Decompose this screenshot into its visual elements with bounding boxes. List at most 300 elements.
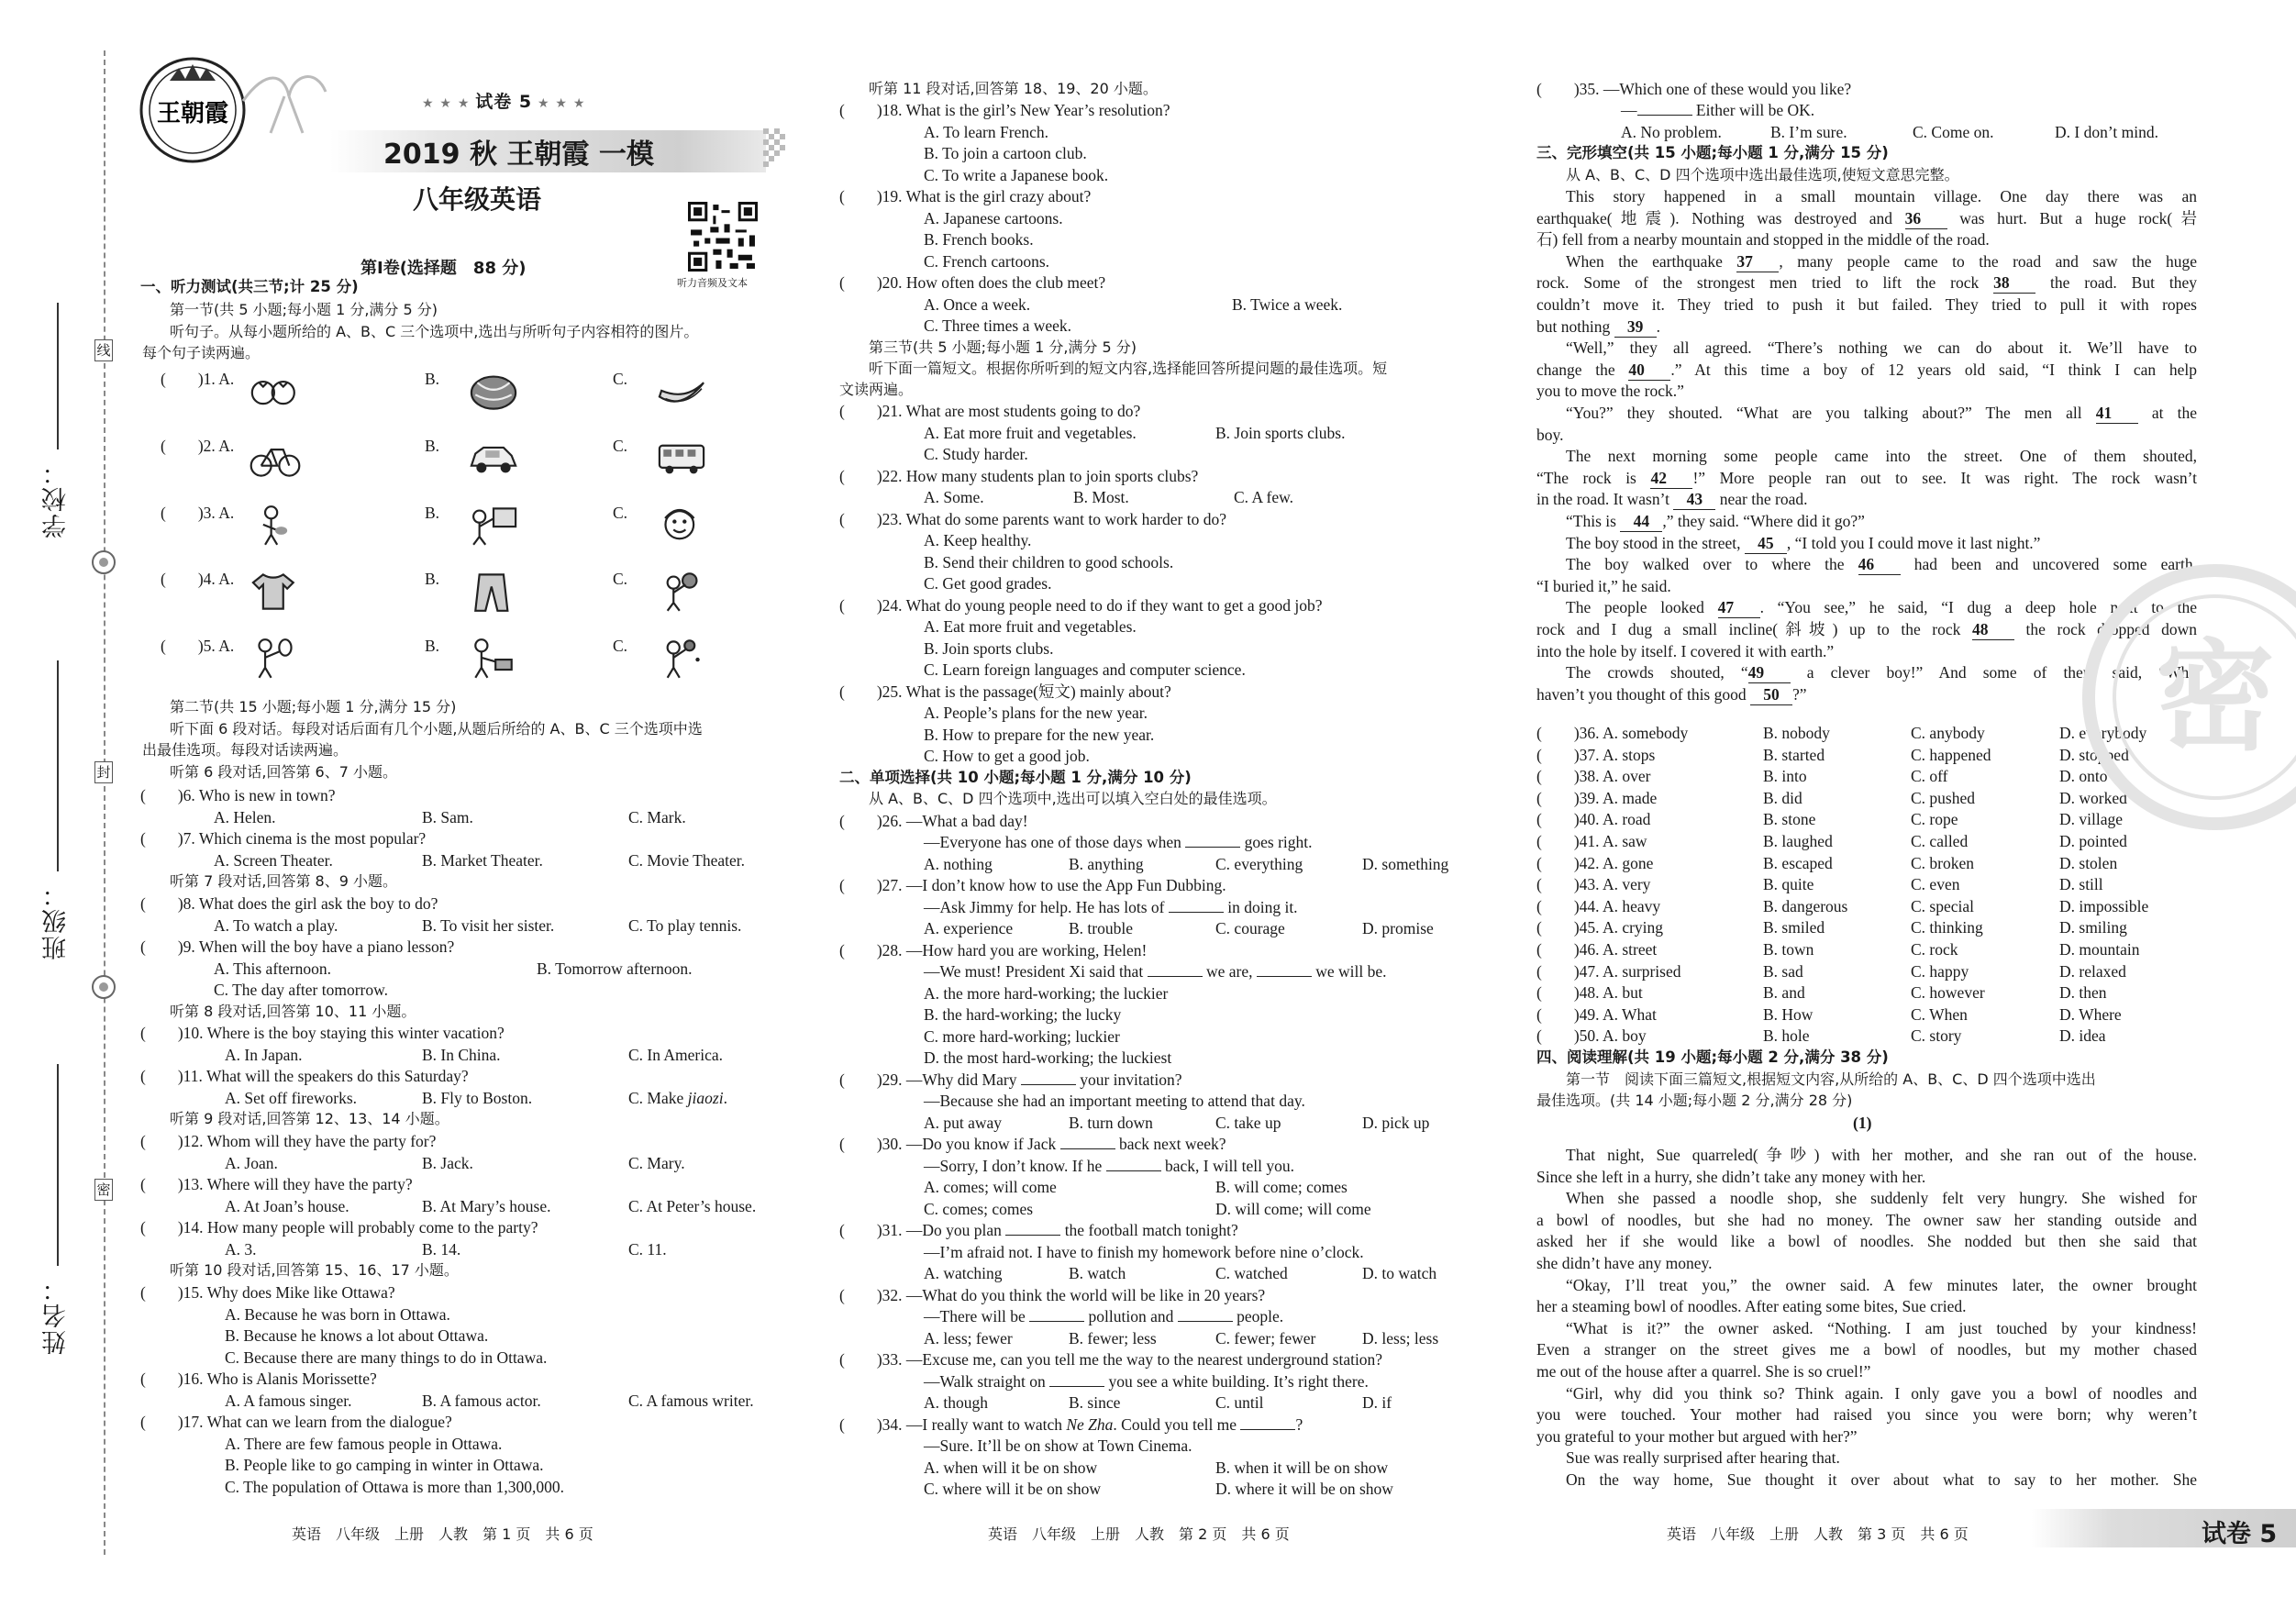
cloze-blank[interactable]: 44 xyxy=(1620,511,1662,532)
question-33-line2: —Walk straight on you see a white building. It’s right there. xyxy=(924,1372,1369,1391)
option-label: C. xyxy=(613,637,628,655)
seal-word-mi: 密 xyxy=(94,1179,113,1201)
option[interactable]: B. To visit her sister. xyxy=(422,916,555,935)
banana-icon[interactable] xyxy=(654,371,709,413)
ping-pong-icon[interactable] xyxy=(654,638,709,680)
reading-instruction: 最佳选项。(共 14 小题;每小题 2 分,满分 28 分) xyxy=(1536,1092,1853,1109)
option[interactable]: A. No problem. xyxy=(1621,123,1722,141)
option[interactable]: B. People like to go camping in winter in Ottawa. xyxy=(225,1456,544,1474)
option[interactable]: C. In America. xyxy=(628,1046,724,1064)
girl-face-icon[interactable] xyxy=(654,505,709,547)
option[interactable]: B. At Mary’s house. xyxy=(422,1197,551,1215)
cloze-line: When the earthquake 37 , many people came to the road and saw the huge xyxy=(1566,251,2197,271)
cloze-blank[interactable]: 48 xyxy=(1972,619,2014,640)
qr-code-icon[interactable] xyxy=(688,202,758,272)
option[interactable]: B. watch xyxy=(1069,1264,1126,1282)
question-6: ( )6. Who is new in town? xyxy=(140,786,336,804)
option[interactable]: C. more hard-working; luckier xyxy=(924,1027,1120,1046)
option[interactable]: D. promise xyxy=(1362,919,1434,937)
option[interactable]: B. French books. xyxy=(924,230,1034,249)
option[interactable]: B. stone xyxy=(1763,810,1816,829)
question-30: ( )30. —Do you know if Jack back next week? xyxy=(839,1135,1226,1153)
trousers-icon[interactable] xyxy=(466,571,521,613)
cloze-line: The boy stood in the street, 45 , “I told you I could move it last night.” xyxy=(1566,533,2041,552)
cloze-blank[interactable]: 37 xyxy=(1736,251,1779,272)
option[interactable]: C. happened xyxy=(1911,745,1991,764)
question-number: ( )1. A. xyxy=(161,370,235,388)
option[interactable]: B. will come; comes xyxy=(1215,1178,1348,1196)
cloze-question[interactable]: ( )40. A. road xyxy=(1536,810,1651,829)
option[interactable]: C. watched xyxy=(1215,1264,1288,1282)
option[interactable]: D. idea xyxy=(2059,1026,2106,1046)
cloze-line: couldn’t move it. They tried to push it but failed. They tried to pull it with ropes xyxy=(1536,295,2197,314)
option[interactable]: D. stolen xyxy=(2059,853,2118,872)
cloze-instruction: 从 A、B、C、D 四个选项中选出最佳选项,使短文意思完整。 xyxy=(1566,166,1959,183)
name-underline[interactable] xyxy=(57,1064,59,1266)
cloze-question[interactable]: ( )48. A. but xyxy=(1536,983,1643,1003)
option-label: C. xyxy=(613,370,628,388)
question-28: ( )28. —How hard you are working, Helen! xyxy=(839,941,1148,959)
choice-instruction: 从 A、B、C、D 四个选项中,选出可以填入空白处的最佳选项。 xyxy=(869,790,1277,807)
option[interactable]: C. Get good grades. xyxy=(924,574,1052,593)
option[interactable]: C. Mary. xyxy=(628,1154,685,1172)
dialogue-note: 听第 7 段对话,回答第 8、9 小题。 xyxy=(170,872,397,890)
guitar-girl-icon[interactable] xyxy=(248,505,303,547)
car-icon[interactable] xyxy=(466,438,521,480)
option[interactable]: B. Because he knows a lot about Ottawa. xyxy=(225,1326,489,1345)
option[interactable]: A. Screen Theater. xyxy=(214,851,333,870)
question-29-line2: —Because she had an important meeting to attend that day. xyxy=(924,1092,1305,1110)
section-cloze-title: 三、完形填空(共 15 小题;每小题 1 分,满分 15 分) xyxy=(1536,144,1889,161)
page-footer: 英语 八年级 上册 人教 第 2 页 共 6 页 xyxy=(988,1525,1290,1543)
option[interactable]: B. the hard-working; the lucky xyxy=(924,1005,1122,1024)
reading-line: me out of the house after a quarrel. She is so cruel!” xyxy=(1536,1362,1871,1381)
option[interactable]: D. will come; will come xyxy=(1215,1200,1371,1218)
cloze-line: boy. xyxy=(1536,425,1564,444)
reading-line: you grateful to your mother but argued with her?” xyxy=(1536,1426,1858,1446)
option[interactable]: C. A famous writer. xyxy=(628,1392,754,1410)
bus-icon[interactable] xyxy=(654,438,709,480)
option[interactable]: B. 14. xyxy=(422,1240,461,1259)
name-label: 姓名： xyxy=(42,1275,71,1355)
class-underline[interactable] xyxy=(57,660,59,871)
cloze-line: change the 40 .” At this time a boy of 12 years old said, “I think I can help xyxy=(1536,360,2197,379)
option[interactable]: C. Because there are many things to do in Ottawa. xyxy=(225,1348,548,1367)
option[interactable]: A. less; fewer xyxy=(924,1329,1013,1347)
cloze-line: This story happened in a small mountain village. One day there was an xyxy=(1566,187,2197,205)
subject-title: 八年级英语 xyxy=(413,184,542,215)
option[interactable]: C. even xyxy=(1911,875,1960,894)
option[interactable]: D. I don’t mind. xyxy=(2055,123,2158,141)
question-number: ( )5. A. xyxy=(161,637,235,655)
wangzhaoxia-logo-icon xyxy=(138,55,248,165)
option[interactable]: B. did xyxy=(1763,788,1802,807)
cloze-blank[interactable]: 41 xyxy=(2096,403,2138,424)
option[interactable]: B. fewer; less xyxy=(1069,1329,1157,1347)
option[interactable]: C. How to get a good job. xyxy=(924,747,1090,765)
question-35-line2: — Either will be OK. xyxy=(1621,101,1815,119)
question-8: ( )8. What does the girl ask the boy to do? xyxy=(140,894,438,913)
option[interactable]: A. This afternoon. xyxy=(214,959,331,978)
option[interactable]: B. nobody xyxy=(1763,724,1830,742)
option[interactable]: B. Fly to Boston. xyxy=(422,1089,533,1107)
section-listening-title: 一、听力测试(共三节;计 25 分) xyxy=(140,278,359,295)
option[interactable]: D. still xyxy=(2059,875,2103,894)
reading-line: “Okay, I’ll treat you,” the owner said. A few minutes later, the owner brought xyxy=(1566,1275,2197,1294)
option[interactable]: B. escaped xyxy=(1763,853,1833,872)
option[interactable]: A. Joan. xyxy=(225,1154,278,1172)
listening-part2-instruction: 出最佳选项。每段对话读两遍。 xyxy=(142,741,349,759)
option[interactable]: D. less; less xyxy=(1362,1329,1439,1347)
option[interactable]: D. the most hard-working; the luckiest xyxy=(924,1048,1172,1067)
dialogue-note: 听第 6 段对话,回答第 6、7 小题。 xyxy=(170,763,397,781)
dialogue-note: 听第 8 段对话,回答第 10、11 小题。 xyxy=(170,1003,416,1020)
question-34: ( )34. —I really want to watch Ne Zha. Could you tell me ? xyxy=(839,1415,1303,1434)
cloze-line: earthquake(地震). Nothing was destroyed and 36 was hurt. But a huge rock(岩 xyxy=(1536,208,2197,227)
cloze-question[interactable]: ( )46. A. street xyxy=(1536,940,1658,959)
option[interactable]: C. comes; comes xyxy=(924,1200,1034,1218)
checker-decoration-icon xyxy=(763,128,804,174)
option[interactable]: C. where will it be on show xyxy=(924,1480,1101,1498)
bicycle-icon[interactable] xyxy=(248,438,303,480)
option[interactable]: D. pick up xyxy=(1362,1114,1430,1132)
option[interactable]: D. pointed xyxy=(2059,832,2127,850)
reading-line: you were touched. Your mother had raised you since you were born; why weren’t xyxy=(1536,1405,2197,1425)
cloze-line: but nothing 39 . xyxy=(1536,316,1660,336)
option[interactable]: C. A few. xyxy=(1234,488,1293,506)
listening-part2-title: 第二节(共 15 小题;每小题 1 分,满分 15 分) xyxy=(170,698,457,715)
option[interactable]: B. town xyxy=(1763,940,1814,959)
option-label: C. xyxy=(613,437,628,455)
cloze-blank[interactable]: 49 xyxy=(1748,662,1791,683)
option[interactable]: D. if xyxy=(1362,1393,1392,1412)
option[interactable]: B. quite xyxy=(1763,875,1814,894)
cloze-question[interactable]: ( )37. A. stops xyxy=(1536,745,1656,764)
option[interactable]: C. everything xyxy=(1215,855,1303,873)
option-label: B. xyxy=(425,370,440,388)
cloze-line: “I buried it,” he said. xyxy=(1536,576,1671,595)
cloze-line: “Well,” they all agreed. “There’s nothing we can do about it. We’ll have to xyxy=(1566,338,2197,358)
question-26: ( )26. —What a bad day! xyxy=(839,812,1028,830)
option[interactable]: C. however xyxy=(1911,983,1985,1003)
cloze-blank[interactable]: 47 xyxy=(1718,597,1760,618)
cloze-blank[interactable]: 43 xyxy=(1673,489,1715,510)
svg-text:密: 密 xyxy=(2155,627,2276,767)
option[interactable]: A. 3. xyxy=(225,1240,257,1259)
cloze-question[interactable]: ( )50. A. boy xyxy=(1536,1026,1647,1046)
option[interactable]: C. Make jiaozi. xyxy=(628,1089,727,1107)
option[interactable]: D. village xyxy=(2059,810,2124,829)
reading-line: her a steaming bowl of noodles. After eating some bites, Sue cried. xyxy=(1536,1297,1967,1316)
option[interactable]: B. started xyxy=(1763,745,1825,764)
option[interactable]: B. and xyxy=(1763,983,1805,1003)
cloze-blank[interactable]: 40 xyxy=(1628,360,1670,381)
option[interactable]: D. impossible xyxy=(2059,896,2149,915)
option[interactable]: B. I’m sure. xyxy=(1770,123,1847,141)
cloze-question[interactable]: ( )45. A. crying xyxy=(1536,918,1664,937)
option[interactable]: A. when will it be on show xyxy=(924,1458,1098,1477)
option[interactable]: C. When xyxy=(1911,1004,1968,1024)
option[interactable]: A. experience xyxy=(924,919,1014,937)
cloze-question[interactable]: ( )44. A. heavy xyxy=(1536,896,1661,915)
question-34-line2: —Sure. It’ll be on show at Town Cinema. xyxy=(924,1436,1192,1455)
question-21: ( )21. What are most students going to do? xyxy=(839,402,1141,420)
question-number: ( )2. A. xyxy=(161,437,235,455)
option[interactable]: C. story xyxy=(1911,1026,1962,1046)
option-label: B. xyxy=(425,637,440,655)
cloze-question[interactable]: ( )43. A. very xyxy=(1536,875,1651,894)
option[interactable]: A. To watch a play. xyxy=(214,916,338,935)
option[interactable]: C. Come on. xyxy=(1913,123,1994,141)
listening-part3-title: 第三节(共 5 小题;每小题 1 分,满分 5 分) xyxy=(869,338,1137,356)
option[interactable]: C. courage xyxy=(1215,919,1285,937)
option[interactable]: B. How xyxy=(1763,1004,1814,1024)
cloze-line: rock. Some of the strongest men tried to lift the rock 38 the road. But they xyxy=(1536,273,2198,293)
option[interactable]: A. A famous singer. xyxy=(225,1392,352,1410)
option[interactable]: A. To learn French. xyxy=(924,123,1048,141)
option[interactable]: B. turn down xyxy=(1069,1114,1153,1132)
option[interactable]: C. Learn foreign languages and computer science. xyxy=(924,660,1246,679)
listening-part2-instruction: 听下面 6 段对话。每段对话后面有几个小题,从题后所给的 A、B、C 三个选项中选 xyxy=(170,720,703,738)
option-label: B. xyxy=(425,570,440,588)
option[interactable]: B. Jack. xyxy=(422,1154,473,1172)
option[interactable]: C. 11. xyxy=(628,1240,667,1259)
tennis-boy-icon[interactable] xyxy=(248,638,303,680)
section-choice-title: 二、单项选择(共 10 小题;每小题 1 分,满分 10 分) xyxy=(839,769,1192,786)
cloze-line: “You?” they shouted. “What are you talking about?” The men all 41 at the xyxy=(1566,404,2197,422)
option[interactable]: A. People’s plans for the new year. xyxy=(924,704,1148,722)
cloze-blank[interactable]: 36 xyxy=(1905,208,1947,229)
option[interactable]: B. Join sports clubs. xyxy=(1215,424,1346,442)
option[interactable]: A. In Japan. xyxy=(225,1046,303,1064)
cooking-icon[interactable] xyxy=(466,638,521,680)
option[interactable]: C. rock xyxy=(1911,940,1958,959)
option[interactable]: D. everybody xyxy=(2059,724,2147,742)
option[interactable]: B. smiled xyxy=(1763,918,1825,937)
option[interactable]: D. to watch xyxy=(1362,1264,1437,1282)
question-19: ( )19. What is the girl crazy about? xyxy=(839,187,1092,205)
question-10: ( )10. Where is the boy staying this winter vacation? xyxy=(140,1024,505,1042)
question-30-line2: —Sorry, I don’t know. If he back, I will tell you. xyxy=(924,1157,1294,1175)
option[interactable]: A. the more hard-working; the luckier xyxy=(924,984,1169,1003)
question-29: ( )29. —Why did Mary your invitation? xyxy=(839,1070,1182,1089)
option[interactable]: C. called xyxy=(1911,832,1969,850)
option[interactable]: C. off xyxy=(1911,767,1948,786)
cloze-blank[interactable]: 38 xyxy=(1993,272,2035,294)
option[interactable]: D. smiling xyxy=(2059,918,2127,937)
option-label: B. xyxy=(425,437,440,455)
option[interactable]: D. mountain xyxy=(2059,940,2140,959)
cloze-question[interactable]: ( )41. A. saw xyxy=(1536,832,1647,850)
option[interactable]: C. broken xyxy=(1911,853,1975,872)
option[interactable]: B. Tomorrow afternoon. xyxy=(537,959,693,978)
tshirt-icon[interactable] xyxy=(248,571,303,613)
option[interactable]: A. Once a week. xyxy=(924,295,1031,314)
option[interactable]: C. To play tennis. xyxy=(628,916,742,935)
option[interactable]: B. Twice a week. xyxy=(1232,295,1343,314)
option[interactable]: C. take up xyxy=(1215,1114,1281,1132)
question-24: ( )24. What do young people need to do if they want to get a good job? xyxy=(839,596,1323,615)
option[interactable]: A. At Joan’s house. xyxy=(225,1197,349,1215)
cloze-question[interactable]: ( )36. A. somebody xyxy=(1536,724,1689,742)
class-label: 班级： xyxy=(42,881,71,960)
question-27: ( )27. —I don’t know how to use the App Fun Dubbing. xyxy=(839,876,1226,894)
option[interactable]: A. There are few famous people in Ottawa. xyxy=(225,1435,503,1453)
tomatoes-icon[interactable] xyxy=(248,371,303,413)
question-11: ( )11. What will the speakers do this Saturday? xyxy=(140,1067,469,1085)
option[interactable]: C. Study harder. xyxy=(924,445,1028,463)
paper-tag: 试卷 5 xyxy=(2202,1520,2278,1548)
option[interactable]: C. At Peter’s house. xyxy=(628,1197,757,1215)
option[interactable]: A. nothing xyxy=(924,855,993,873)
option[interactable]: B. Most. xyxy=(1073,488,1129,506)
option[interactable]: C. happy xyxy=(1911,961,1969,981)
cloze-blank[interactable]: 45 xyxy=(1745,533,1787,554)
option[interactable]: C. fewer; fewer xyxy=(1215,1329,1316,1347)
option[interactable]: C. Three times a week. xyxy=(924,316,1072,335)
option[interactable]: C. The population of Ottawa is more than 1,300,000. xyxy=(225,1478,565,1496)
option[interactable]: A. Helen. xyxy=(214,808,276,826)
reading-line: “What is it?” the owner asked. “Nothing. I am just touched by your kindness! xyxy=(1566,1318,2197,1337)
cloze-line: “The rock is 42 !” More people ran out to see. It was right. The rock wasn’t xyxy=(1536,468,2198,487)
option[interactable]: B. anything xyxy=(1069,855,1144,873)
reading-line: On the way home, Sue thought it over about what to say to her mother. She xyxy=(1566,1470,2197,1489)
option[interactable]: B. Join sports clubs. xyxy=(924,639,1054,658)
option[interactable]: B. trouble xyxy=(1069,919,1133,937)
cloze-blank[interactable]: 50 xyxy=(1750,684,1792,705)
option[interactable]: C. thinking xyxy=(1911,918,1983,937)
option[interactable]: D. onto xyxy=(2059,767,2108,786)
option[interactable]: A. Some. xyxy=(924,488,984,506)
option[interactable]: B. In China. xyxy=(422,1046,501,1064)
dialogue-note: 听第 10 段对话,回答第 15、16、17 小题。 xyxy=(170,1261,459,1279)
question-15: ( )15. Why does Mike like Ottawa? xyxy=(140,1283,395,1302)
question-23: ( )23. What do some parents want to work harder to do? xyxy=(839,510,1227,528)
option[interactable]: D. Where xyxy=(2059,1004,2122,1024)
option[interactable]: D. worked xyxy=(2059,788,2127,807)
option[interactable]: C. special xyxy=(1911,896,1975,915)
option[interactable]: B. dangerous xyxy=(1763,896,1848,915)
option[interactable]: A. put away xyxy=(924,1114,1003,1132)
cloze-question[interactable]: ( )47. A. surprised xyxy=(1536,961,1681,981)
cloze-question[interactable]: ( )38. A. over xyxy=(1536,767,1651,786)
option[interactable]: A. Set off fireworks. xyxy=(225,1089,358,1107)
punch-hole xyxy=(92,550,116,574)
cloze-question[interactable]: ( )49. A. What xyxy=(1536,1004,1657,1024)
cloze-blank[interactable]: 39 xyxy=(1614,316,1657,338)
question-20: ( )20. How often does the club meet? xyxy=(839,273,1106,292)
option[interactable]: D. where it will be on show xyxy=(1215,1480,1393,1498)
cloze-blank[interactable]: 42 xyxy=(1650,468,1692,489)
option[interactable]: B. To join a cartoon club. xyxy=(924,144,1087,162)
option[interactable]: A. watching xyxy=(924,1264,1003,1282)
option-label: B. xyxy=(425,504,440,522)
option[interactable]: B. since xyxy=(1069,1393,1121,1412)
cut-line xyxy=(104,50,105,1555)
option[interactable]: C. French cartoons. xyxy=(924,252,1050,271)
option[interactable]: C. pushed xyxy=(1911,788,1975,807)
option[interactable]: B. Market Theater. xyxy=(422,851,543,870)
dialogue-note: 听第 11 段对话,回答第 18、19、20 小题。 xyxy=(869,80,1158,97)
cloze-line: The boy walked over to where the 46 had been and uncovered some earth. xyxy=(1566,555,2197,574)
painting-boy-icon[interactable] xyxy=(466,505,521,547)
question-33: ( )33. —Excuse me, can you tell me the way to the nearest underground station? xyxy=(839,1350,1383,1369)
question-9: ( )9. When will the boy have a piano lesson? xyxy=(140,937,455,956)
watermelon-icon[interactable] xyxy=(466,371,521,413)
option[interactable]: A. Because he was born in Ottawa. xyxy=(225,1305,450,1324)
reading-line: asked her if she would like a bowl of noodles. She nodded but then she said that xyxy=(1536,1232,2197,1251)
option[interactable]: B. hole xyxy=(1763,1026,1810,1046)
option-label: C. xyxy=(613,570,628,588)
page-footer: 英语 八年级 上册 人教 第 1 页 共 6 页 xyxy=(292,1525,593,1543)
option[interactable]: C. Movie Theater. xyxy=(628,851,746,870)
option[interactable]: D. then xyxy=(2059,983,2107,1003)
option[interactable]: A. comes; will come xyxy=(924,1178,1057,1196)
question-27-line2: —Ask Jimmy for help. He has lots of in doing it. xyxy=(924,898,1298,916)
option[interactable]: B. How to prepare for the new year. xyxy=(924,726,1155,744)
option[interactable]: D. stopped xyxy=(2059,745,2129,764)
option[interactable]: C. rope xyxy=(1911,810,1958,829)
svg-text:王朝霞: 王朝霞 xyxy=(156,100,229,128)
question-number: ( )4. A. xyxy=(161,570,235,588)
reading-line: she didn’t have any money. xyxy=(1536,1254,1713,1272)
cloze-question[interactable]: ( )39. A. made xyxy=(1536,788,1658,807)
cloze-question[interactable]: ( )42. A. gone xyxy=(1536,853,1654,872)
reading-line: Even a stranger on the street gives me a bowl of noodles, but my mother chased xyxy=(1536,1340,2197,1359)
option[interactable]: D. something xyxy=(1362,855,1449,873)
option[interactable]: C. The day after tomorrow. xyxy=(214,981,389,999)
option[interactable]: B. A famous actor. xyxy=(422,1392,541,1410)
option[interactable]: A. though xyxy=(924,1393,988,1412)
qr-caption: 听力音频及文本 xyxy=(677,277,748,289)
option[interactable]: B. sad xyxy=(1763,961,1803,981)
question-31-line2: —I’m afraid not. I have to finish my homework before nine o’clock. xyxy=(924,1243,1364,1261)
option[interactable]: B. when it will be on show xyxy=(1215,1458,1389,1477)
cloze-line: 石) fell from a nearby mountain and stopped in the middle of the road. xyxy=(1536,230,1990,250)
option[interactable]: B. Sam. xyxy=(422,808,473,826)
punch-hole xyxy=(92,975,116,999)
option[interactable]: A. Eat more fruit and vegetables. xyxy=(924,617,1137,636)
seal-word-feng: 封 xyxy=(94,761,113,783)
option[interactable]: D. relaxed xyxy=(2059,961,2126,981)
listening-part1-title: 第一节(共 5 小题;每小题 1 分,满分 5 分) xyxy=(170,301,438,318)
question-14: ( )14. How many people will probably come to the party? xyxy=(140,1218,538,1237)
option[interactable]: B. laughed xyxy=(1763,832,1833,850)
option[interactable]: C. Mark. xyxy=(628,808,686,826)
cloze-line: The people looked 47 . “You see,” he said, “I dug a deep hole next to the xyxy=(1566,598,2198,617)
question-17: ( )17. What can we learn from the dialogue? xyxy=(140,1413,452,1431)
cloze-line: into the hole by itself. I covered it with earth.” xyxy=(1536,641,1835,660)
cloze-line: The next morning some people came into the street. One of them shouted, xyxy=(1566,447,2197,466)
question-16: ( )16. Who is Alanis Morissette? xyxy=(140,1370,377,1388)
reading-line: “Girl, why did you think so? Think again. I only gave you a bowl of noodles and xyxy=(1566,1383,2197,1403)
school-underline xyxy=(57,303,59,449)
basketball-player-icon[interactable] xyxy=(654,571,709,613)
option[interactable]: A. Eat more fruit and vegetables. xyxy=(924,424,1137,442)
option[interactable]: C. To write a Japanese book. xyxy=(924,166,1109,184)
reading-instruction: 第一节 阅读下面三篇短文,根据短文内容,从所给的 A、B、C、D 四个选项中选出 xyxy=(1566,1070,2096,1088)
cloze-blank[interactable]: 46 xyxy=(1858,554,1901,575)
option[interactable]: B. into xyxy=(1763,767,1807,786)
option[interactable]: B. Send their children to good schools. xyxy=(924,553,1174,571)
option[interactable]: A. Keep healthy. xyxy=(924,531,1032,549)
option[interactable]: C. anybody xyxy=(1911,724,1985,742)
option[interactable]: A. Japanese cartoons. xyxy=(924,209,1063,227)
cloze-line: in the road. It wasn’t 43 near the road. xyxy=(1536,490,1808,509)
part-one-heading: 第Ⅰ卷(选择题 88 分) xyxy=(360,259,527,278)
option[interactable]: C. until xyxy=(1215,1393,1264,1412)
page-footer: 英语 八年级 上册 人教 第 3 页 共 6 页 xyxy=(1667,1525,1969,1543)
